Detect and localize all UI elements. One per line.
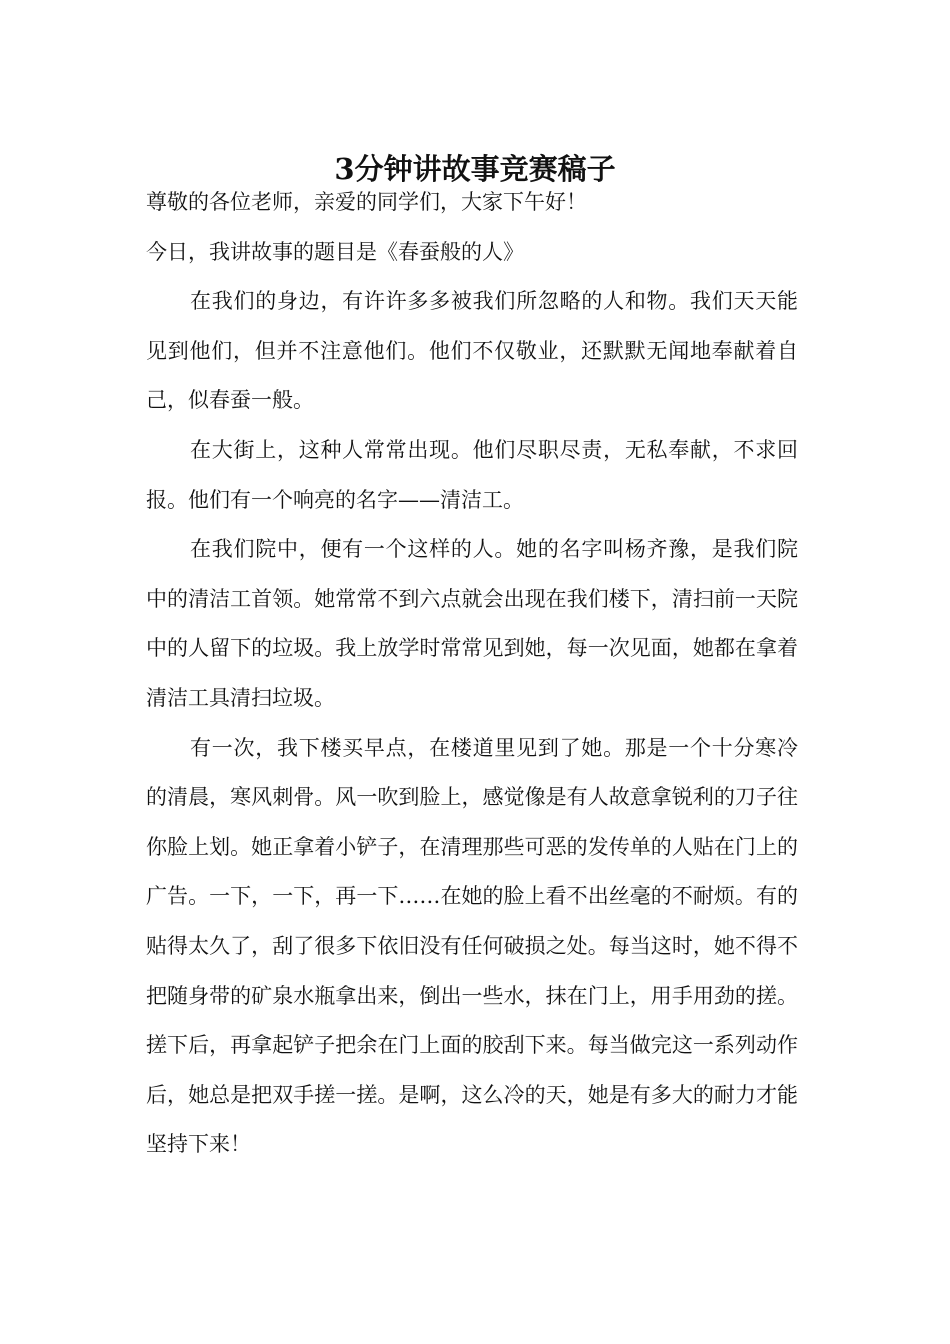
document-body (146, 178, 798, 1170)
topic-line: 今日，我讲故事的题目是《春蚕般的人》 (146, 239, 524, 264)
body-paragraph-2: 在大街上，这种人常常出现。他们尽职尽责，无私奉献，不求回报。他们有一个响亮的名字——清洁工。 (146, 437, 798, 512)
document-title: 3分钟讲故事竞赛稿子 (334, 152, 616, 187)
body-paragraph-3: 在我们院中，便有一个这样的人。她的名字叫杨齐豫，是我们院中的清洁工首领。她常常不到六点就会出现在我们楼下，清扫前一天院中的人留下的垃圾。我上放学时常常见到她，每一次见面，她都在拿着清洁工具清扫垃圾。 (146, 537, 798, 710)
body-paragraph-1: 在我们的身边，有许许多多被我们所忽略的人和物。我们天天能见到他们，但并不注意他们。他们不仅敬业，还默默无闻地奉献着自己，似春蚕一般。 (146, 289, 798, 413)
body-paragraph-4: 有一次，我下楼买早点，在楼道里见到了她。那是一个十分寒冷的清晨，寒风刺骨。风一吹到脸上，感觉像是有人故意拿锐利的刀子往你脸上划。她正拿着小铲子，在清理那些可恶的发传单的人贴在门上的广告。一下，一下，再一下……在她的脸上看不出丝毫的不耐烦。有的贴得太久了，刮了很多下依旧没有任何破损之处。每当这时，她不得不把随身带的矿泉水瓶拿出来，倒出一些水，抹在门上，用手用劲的搓。搓下后，再拿起铲子把余在门上面的胶刮下来。每当做完这一系列动作后，她总是把双手搓一搓。是啊，这么冷的天，她是有多大的耐力才能坚持下来！ (146, 735, 798, 1157)
greeting-line: 尊敬的各位老师，亲爱的同学们，大家下午好！ (146, 190, 587, 214)
